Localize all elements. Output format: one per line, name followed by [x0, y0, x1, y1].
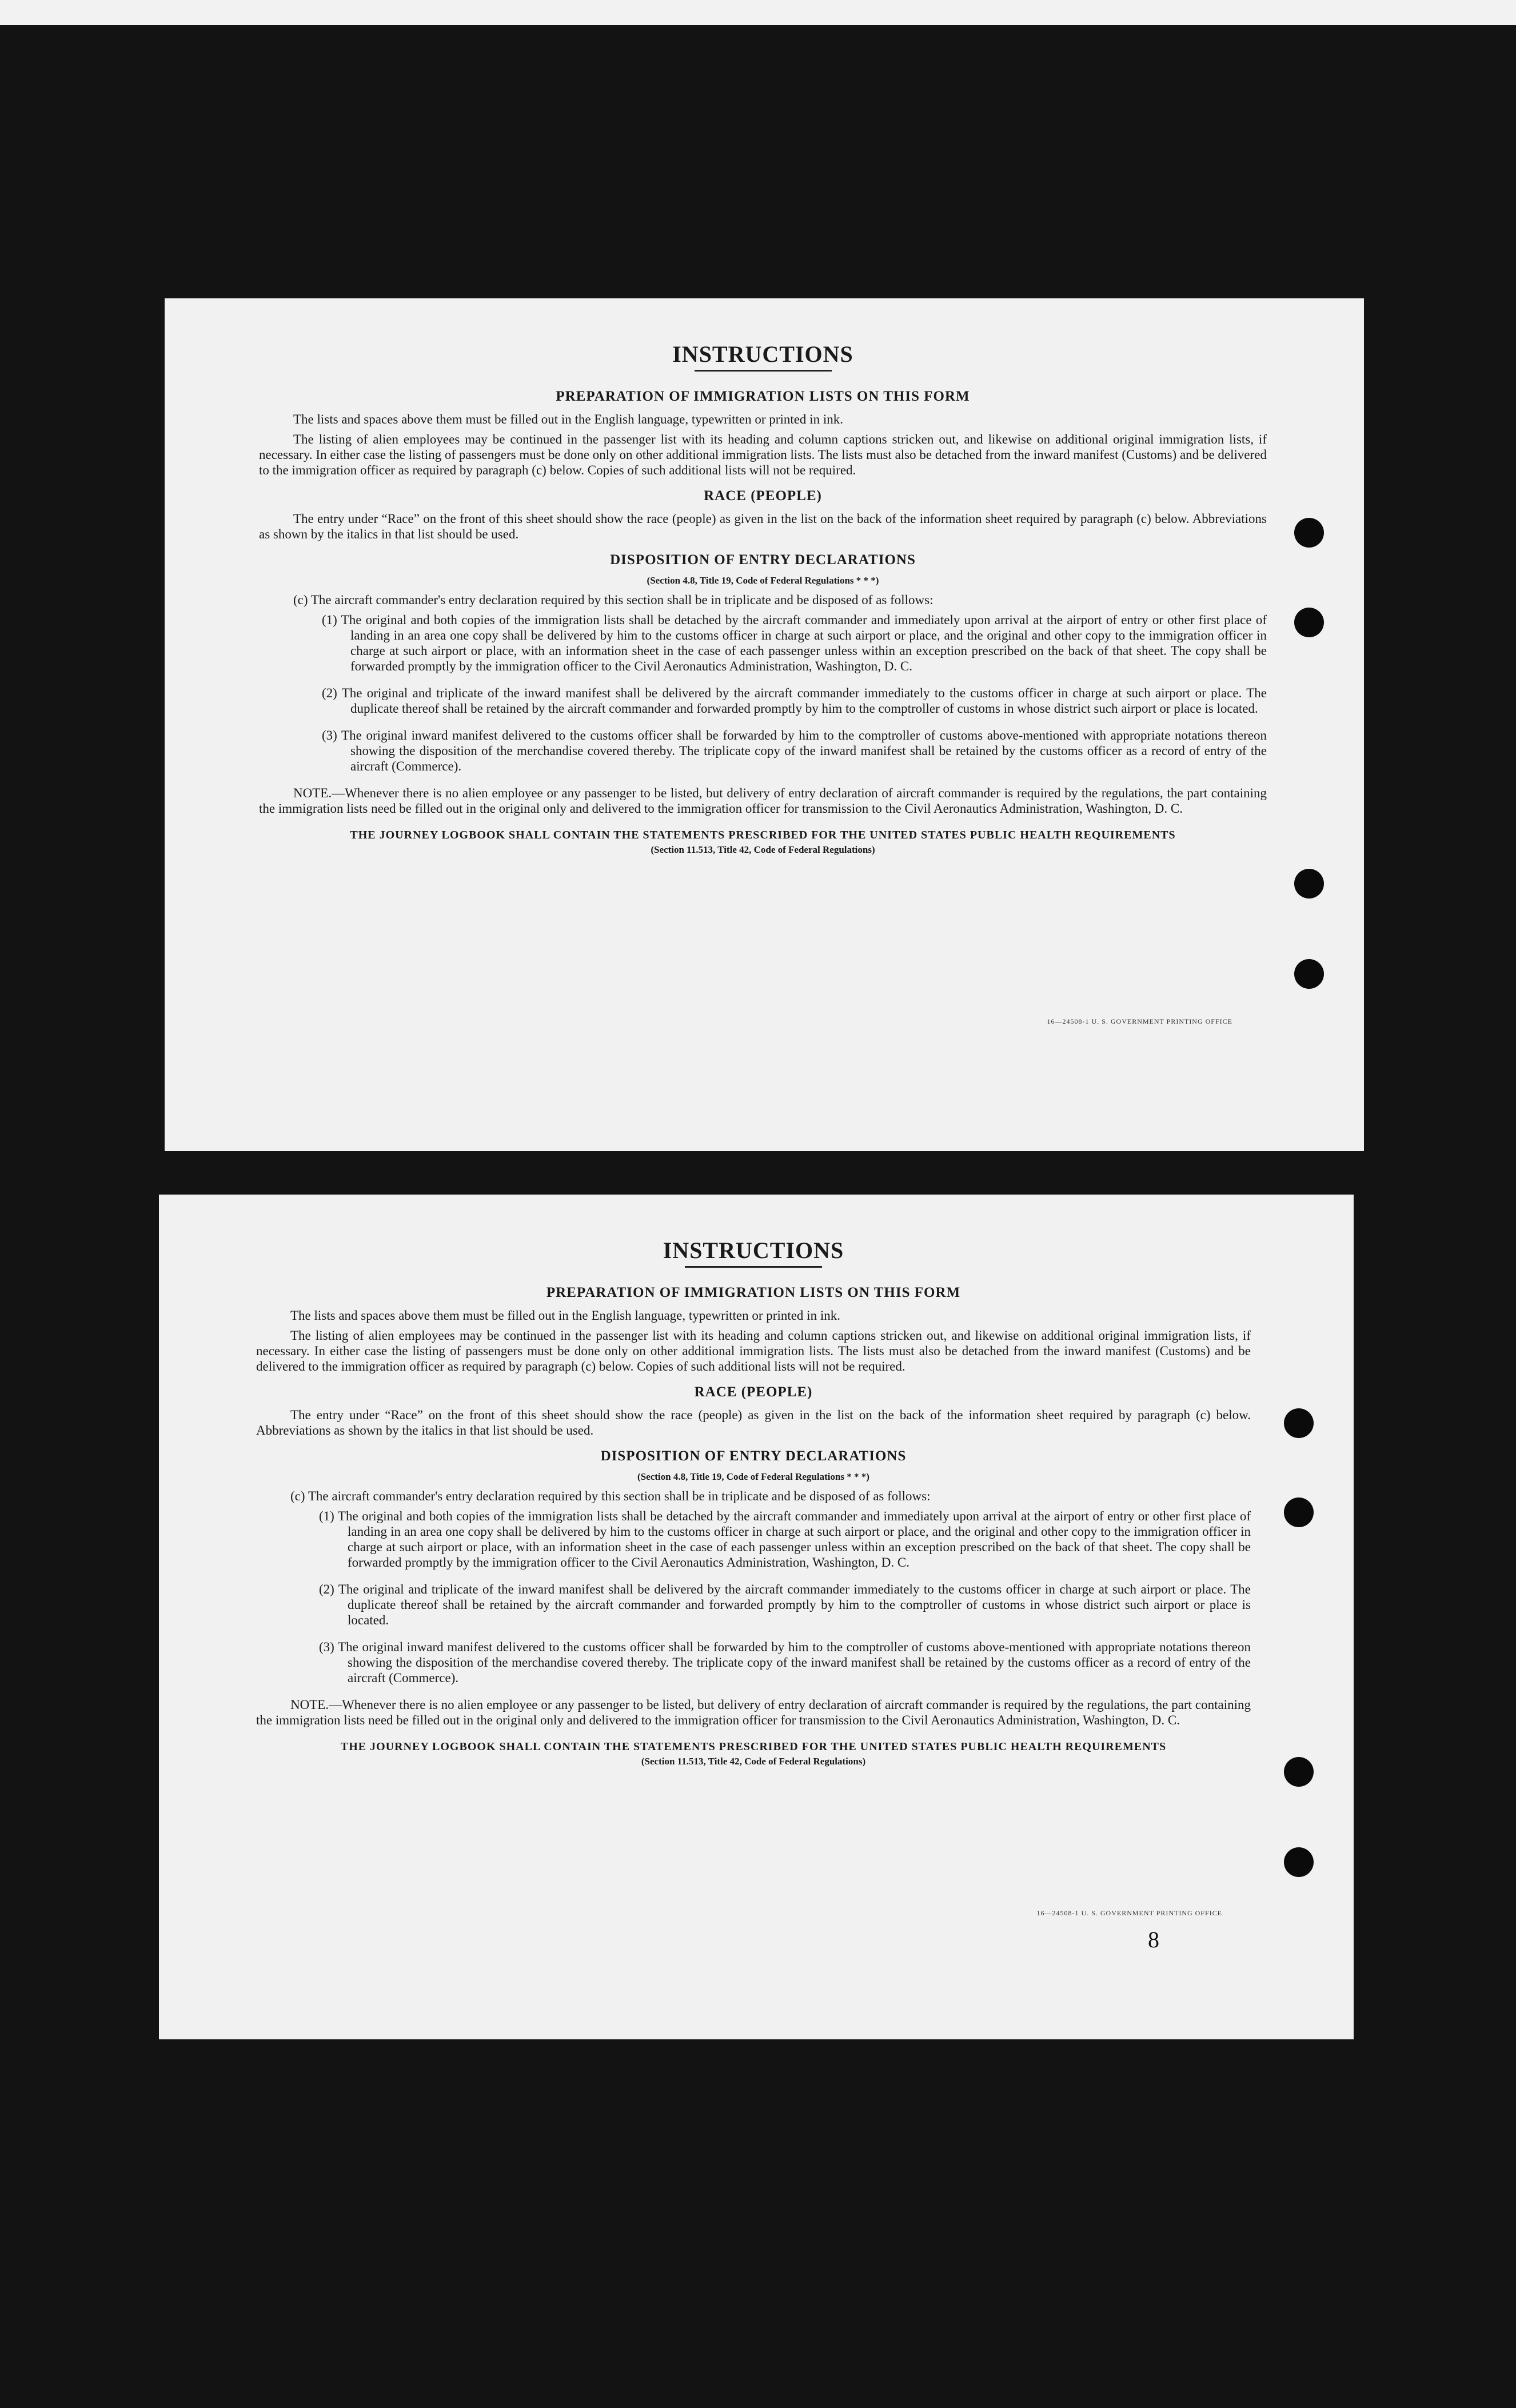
disposition-item-3: (3) The original inward manifest delivered to the customs officer shall be forwarded by him to the comptroller of customs above-mentioned with appropriate notations thereon showing the disposition of the merchandise covered thereby. The triplicate copy of the inward manifest shall be retained by the customs officer as a record of entry of the aircraft (Commerce).: [319, 1640, 1251, 1685]
disposition-reference: (Section 4.8, Title 19, Code of Federal Regulations * * *): [647, 575, 879, 586]
preparation-heading: PREPARATION OF IMMIGRATION LISTS ON THIS FORM: [546, 1285, 961, 1300]
disposition-item-2: (2) The original and triplicate of the inward manifest shall be delivered by the aircraft commander immediately to the customs officer in charge at such airport or place. The duplicate thereof shall be retained by the aircraft commander and forwarded promptly by him to the comptroller of customs in whose district such airport or place is located.: [319, 1582, 1251, 1627]
logbook-reference: (Section 11.513, Title 42, Code of Federal Regulations): [641, 1756, 866, 1767]
printer-imprint: 16—24508-1 U. S. GOVERNMENT PRINTING OFFICE: [1047, 1017, 1232, 1025]
punch-hole: [1294, 518, 1324, 548]
punch-hole: [1284, 1408, 1314, 1438]
logbook-statement: THE JOURNEY LOGBOOK SHALL CONTAIN THE STATEMENTS PRESCRIBED FOR THE UNITED STATES PUBLIC HEALTH REQUIREMENTS: [340, 1740, 1167, 1753]
note-paragraph: NOTE.—Whenever there is no alien employee or any passenger to be listed, but delivery of entry declaration of aircraft commander is required by the regulations, the part containing the immigration lists need be filled out in the original only and delivered to the immigration officer for transmission to the Civil Aeronautics Administration, Washington, D. C.: [259, 786, 1267, 816]
disposition-intro: (c) The aircraft commander's entry declaration required by this section shall be in triplicate and be disposed of as follows:: [290, 1489, 931, 1503]
punch-hole: [1294, 869, 1324, 898]
disposition-heading: DISPOSITION OF ENTRY DECLARATIONS: [610, 552, 916, 568]
race-heading: RACE (PEOPLE): [704, 488, 822, 504]
disposition-item-2: (2) The original and triplicate of the inward manifest shall be delivered by the aircraft commander immediately to the customs officer in charge at such airport or place. The duplicate thereof shall be retained by the aircraft commander and forwarded promptly by him to the comptroller of customs in whose district such airport or place is located.: [322, 686, 1267, 716]
punch-hole: [1294, 608, 1324, 637]
punch-hole: [1294, 959, 1324, 989]
logbook-statement: THE JOURNEY LOGBOOK SHALL CONTAIN THE STATEMENTS PRESCRIBED FOR THE UNITED STATES PUBLIC HEALTH REQUIREMENTS: [350, 829, 1176, 841]
prep-paragraph-2: The listing of alien employees may be continued in the passenger list with its heading and column captions stricken out, and likewise on additional original immigration lists, if necessary. In either case the listing of passengers must be done only on other additional immigration lists. The lists must also be detached from the inward manifest (Customs) and be delivered to the immigration officer as required by paragraph (c) below. Copies of such additional lists will not be required.: [256, 1328, 1251, 1373]
logbook-reference: (Section 11.513, Title 42, Code of Federal Regulations): [651, 844, 875, 855]
punch-hole: [1284, 1757, 1314, 1787]
disposition-item-3: (3) The original inward manifest delivered to the customs officer shall be forwarded by him to the comptroller of customs above-mentioned with appropriate notations thereon showing the disposition of the merchandise covered thereby. The triplicate copy of the inward manifest shall be retained by the customs officer as a record of entry of the aircraft (Commerce).: [322, 728, 1267, 773]
note-paragraph: NOTE.—Whenever there is no alien employee or any passenger to be listed, but delivery of entry declaration of aircraft commander is required by the regulations, the part containing the immigration lists need be filled out in the original only and delivered to the immigration officer for transmission to the Civil Aeronautics Administration, Washington, D. C.: [256, 1698, 1251, 1727]
race-heading: RACE (PEOPLE): [694, 1384, 813, 1400]
prep-paragraph-2: The listing of alien employees may be continued in the passenger list with its heading and column captions stricken out, and likewise on additional original immigration lists, if necessary. In either case the listing of passengers must be done only on other additional immigration lists. The lists must also be detached from the inward manifest (Customs) and be delivered to the immigration officer as required by paragraph (c) below. Copies of such additional lists will not be required.: [259, 432, 1267, 477]
sheet-title: INSTRUCTIONS: [672, 341, 853, 367]
disposition-item-1: (1) The original and both copies of the immigration lists shall be detached by the aircraft commander and immediately upon arrival at the airport of entry or other first place of landing in an area one copy shall be delivered by him to the customs officer in charge at such airport or place, and the original and other copy to the immigration officer in charge at such airport or place, with an information sheet in the case of each passenger unless within an exception prescribed on the back of that sheet. The copy shall be forwarded promptly by the immigration officer to the Civil Aeronautics Administration, Washington, D. C.: [319, 1509, 1251, 1570]
film-edge: [0, 0, 1516, 25]
prep-paragraph-1: The lists and spaces above them must be filled out in the English language, typewritten or printed in ink.: [290, 1308, 840, 1323]
sheet-title: INSTRUCTIONS: [663, 1237, 844, 1263]
punch-hole: [1284, 1847, 1314, 1877]
disposition-item-1: (1) The original and both copies of the immigration lists shall be detached by the aircraft commander and immediately upon arrival at the airport of entry or other first place of landing in an area one copy shall be delivered by him to the customs officer in charge at such airport or place, and the original and other copy to the immigration officer in charge at such airport or place, with an information sheet in the case of each passenger unless within an exception prescribed on the back of that sheet. The copy shall be forwarded promptly by the immigration officer to the Civil Aeronautics Administration, Washington, D. C.: [322, 613, 1267, 673]
punch-hole: [1284, 1497, 1314, 1527]
title-underline: [695, 370, 832, 372]
preparation-heading: PREPARATION OF IMMIGRATION LISTS ON THIS FORM: [556, 389, 970, 404]
title-underline: [685, 1266, 822, 1268]
disposition-heading: DISPOSITION OF ENTRY DECLARATIONS: [600, 1448, 907, 1464]
disposition-reference: (Section 4.8, Title 19, Code of Federal Regulations * * *): [637, 1471, 869, 1482]
disposition-intro: (c) The aircraft commander's entry declaration required by this section shall be in triplicate and be disposed of as follows:: [293, 593, 933, 607]
race-paragraph: The entry under “Race” on the front of this sheet should show the race (people) as given in the list on the back of the information sheet required by paragraph (c) below. Abbreviations as shown by the italics in that list should be used.: [259, 512, 1267, 541]
instruction-sheet-bottom: [159, 1195, 1354, 2039]
printer-imprint: 16—24508-1 U. S. GOVERNMENT PRINTING OFFICE: [1036, 1909, 1222, 1917]
instruction-sheet-top: [165, 298, 1364, 1151]
prep-paragraph-1: The lists and spaces above them must be filled out in the English language, typewritten or printed in ink.: [293, 412, 843, 426]
race-paragraph: The entry under “Race” on the front of this sheet should show the race (people) as given in the list on the back of the information sheet required by paragraph (c) below. Abbreviations as shown by the italics in that list should be used.: [256, 1408, 1251, 1437]
handwritten-mark: 8: [1148, 1927, 1159, 1952]
